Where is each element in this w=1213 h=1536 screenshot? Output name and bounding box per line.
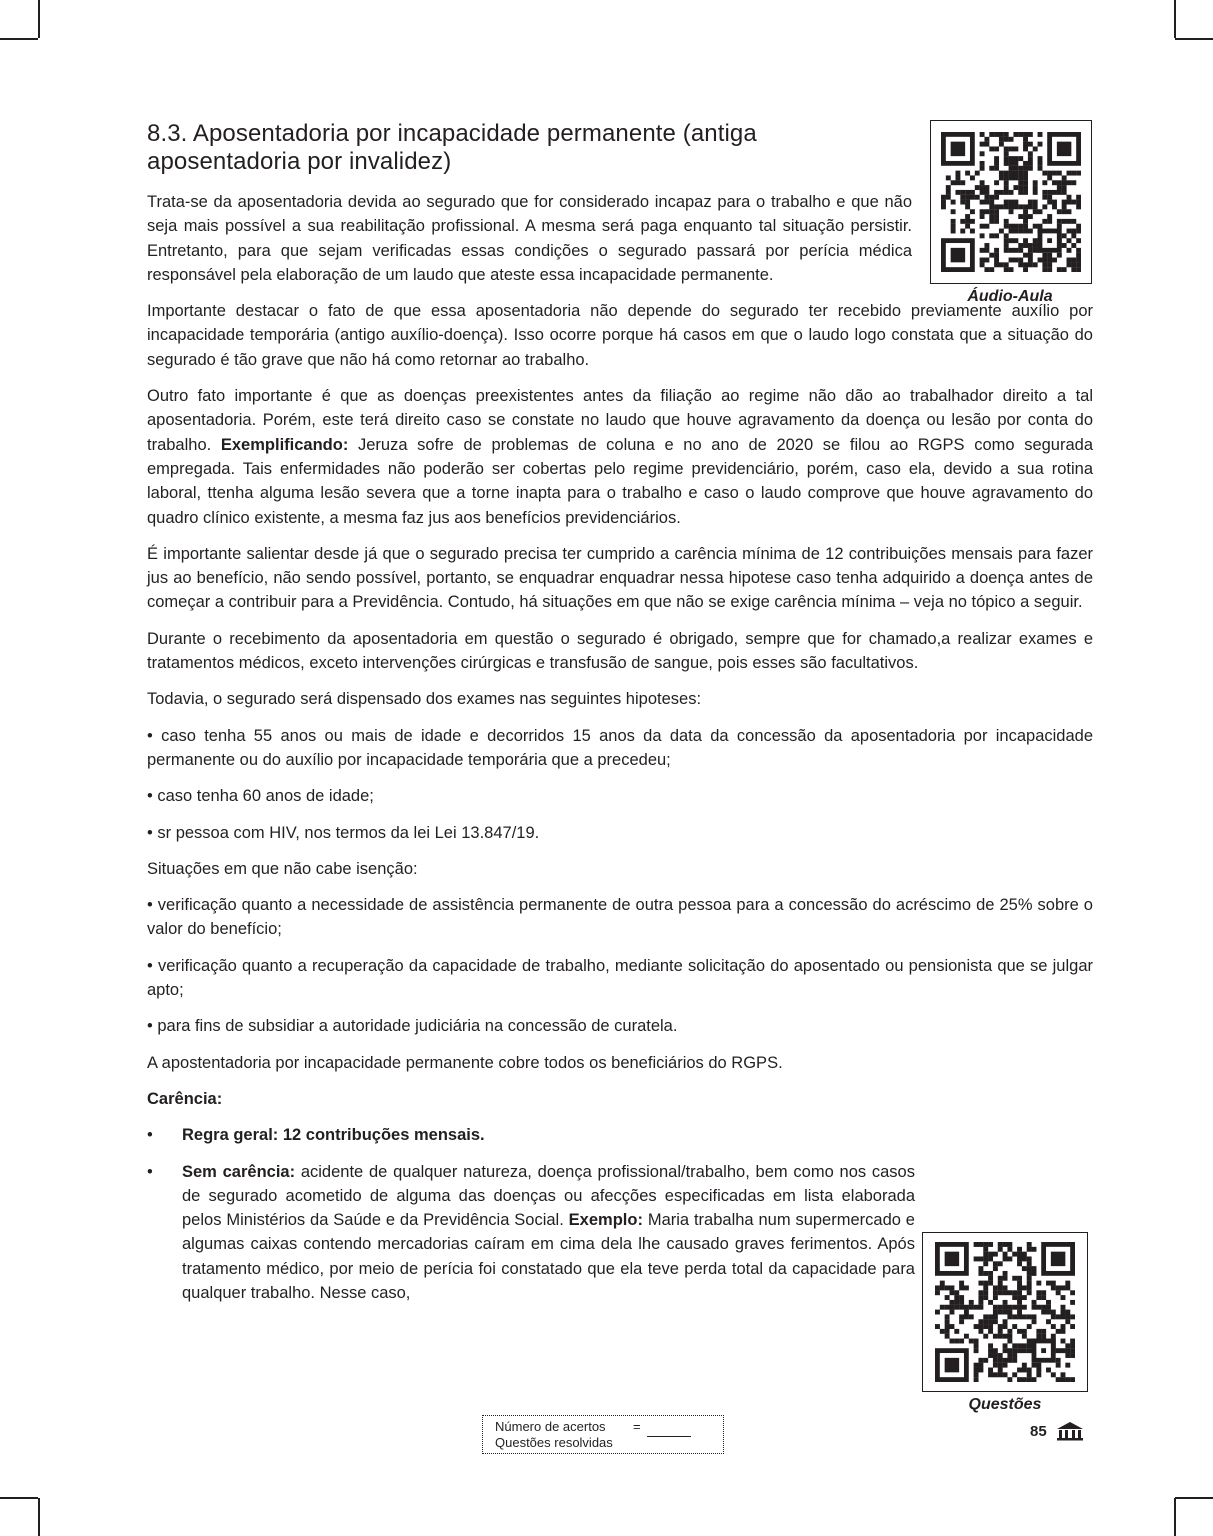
page-content	[147, 120, 1093, 1305]
paragraph: Durante o recebimento da aposentadoria em questão o segurado é obrigado, sempre que for chamado,a realizar exames e tratamentos médicos, exceto intervenções cirúrgicas e transfusão de sangue, pois esses são facultativos.	[147, 629, 1093, 673]
list-item: • caso tenha 60 anos de idade;	[147, 787, 374, 806]
tally-equals: =	[633, 1419, 641, 1434]
list-item: • sr pessoa com HIV, nos termos da lei Lei 13.847/19.	[147, 823, 540, 842]
tally-solved-label: Questões resolvidas	[495, 1435, 613, 1450]
list-item: • caso tenha 55 anos ou mais de idade e decorridos 15 anos da data da concessão da aposentadoria por incapacidade permanente ou do auxílio por incapacidade temporária que a precedeu;	[147, 726, 1093, 769]
qr-questoes-caption: Questões	[968, 1396, 1042, 1413]
crop-mark	[0, 1497, 38, 1499]
paragraph: Todavia, o segurado será dispensado dos exames nas seguintes hipoteses:	[147, 690, 702, 709]
page-number: 85	[1030, 1423, 1047, 1440]
carencia-label	[147, 1087, 1093, 1111]
text: Jeruza sofre de problemas de coluna e no ano de 2020 se filou ao RGPS como segurada empregada. Tais enfermidades não poderão ser cobertas pelo regime previdenciário, porém, caso ela, devido a sua rotina laboral, ttenha alguma lesão severa que a torne inapta para o trabalho e caso o laudo comprove que houve agravamento do quadro clínico existente, a mesma faz jus aos benefícios previdenciários.	[147, 435, 1094, 527]
tally-correct-label: Número de acertos	[495, 1419, 606, 1434]
text: acidente de qualquer natureza, doença profissional/trabalho, bem como nos casos de segurado acometido de alguma das doenças ou afecções especificadas em lista elaborada pelos Ministérios da Saúde e da Previdência Social.	[182, 1162, 915, 1230]
bold-text: Exemplificando:	[220, 435, 349, 454]
crop-mark	[1175, 1497, 1213, 1499]
bullet: •	[147, 1126, 153, 1145]
crop-mark	[1174, 0, 1176, 38]
list-item: • verificação quanto a necessidade de assistência permanente de outra pessoa para a concessão do acréscimo de 25% sobre o valor do benefício;	[147, 896, 1093, 939]
list-item-text	[182, 1123, 1093, 1147]
text: Outro fato importante é que as doenças preexistentes antes da filiação ao regime não dão ao trabalhador direito a tal aposentadoria. Porém, este terá direito caso se constate no laudo que houve agravamento da doença ou lesão por conta do trabalho.	[147, 387, 1093, 454]
bullet: •	[147, 1162, 153, 1181]
list-item: • para fins de subsidiar a autoridade judiciária na concessão de curatela.	[147, 1017, 678, 1036]
paragraph: Situações em que não cabe isenção:	[147, 859, 418, 878]
score-tally-box	[482, 1415, 724, 1454]
paragraph: Importante destacar o fato de que essa aposentadoria não depende do segurado ter recebido previamente auxílio por incapacidade temporária (antigo auxílio-doença). Isso ocorre porque há casos em que o laudo logo constata que a situação do segurado é tão grave que não há como retornar ao trabalho.	[147, 302, 1093, 369]
paragraph	[147, 384, 1093, 530]
paragraph: É importante salientar desde já que o segurado precisa ter cumprido a carência mínima de 12 contribuições mensais para fazer jus ao benefício, não sendo possível, portanto, se enquadrar enquadrar nessa hipotese caso tenha adquirido a doença antes de começar a contribuir para a Previdência. Contudo, há situações em que não se exige carência mínima – veja no tópico a seguir.	[147, 544, 1093, 612]
text: Maria trabalha num supermercado e algumas caixas contendo mercadorias caíram em cima dela lhe causado graves ferimentos. Após tratamento médico, por meio de perícia foi constatado que ela teve perda total da capacidade para qualquer trabalho. Nesse caso,	[182, 1211, 915, 1302]
list-item: • verificação quanto a recuperação da capacidade de trabalho, mediante solicitação do aposentado ou pensionista que se julgar apto;	[147, 956, 1093, 1000]
crop-mark	[38, 0, 40, 38]
bold-text: Regra geral: 12 contribuções mensais.	[182, 1126, 485, 1145]
list-item	[147, 1160, 915, 1306]
bold-text: Sem carência:	[182, 1162, 296, 1181]
tally-blank-line	[647, 1436, 691, 1437]
bold-text: Exemplo:	[568, 1211, 643, 1230]
section-title: 8.3. Aposentadoria por incapacidade permanente (antiga aposentadoria por invalidez)	[147, 120, 757, 175]
paragraph: A apostentadoria por incapacidade permanente cobre todos os beneficiários do RGPS.	[147, 1053, 783, 1072]
crop-mark	[1175, 38, 1213, 40]
paragraph: Trata-se da aposentadoria devida ao segurado que for considerado incapaz para o trabalho e que não seja mais possível a sua reabilitação profissional. A mesma será paga enquanto tal situação persistir. Entretanto, para que sejam verificadas essas condições o segurado passará por perícia médica responsável pela elaboração de um laudo que ateste essa incapacidade permanente.	[147, 193, 912, 284]
institution-logo-icon	[1056, 1421, 1084, 1441]
list-item	[147, 1123, 1093, 1147]
crop-mark	[38, 1498, 40, 1536]
list-item-text	[182, 1160, 915, 1306]
qr-audio-caption: Áudio-Aula	[967, 288, 1053, 305]
crop-mark	[0, 38, 38, 40]
bold-text: Carência:	[147, 1089, 223, 1108]
crop-mark	[1174, 1498, 1176, 1536]
